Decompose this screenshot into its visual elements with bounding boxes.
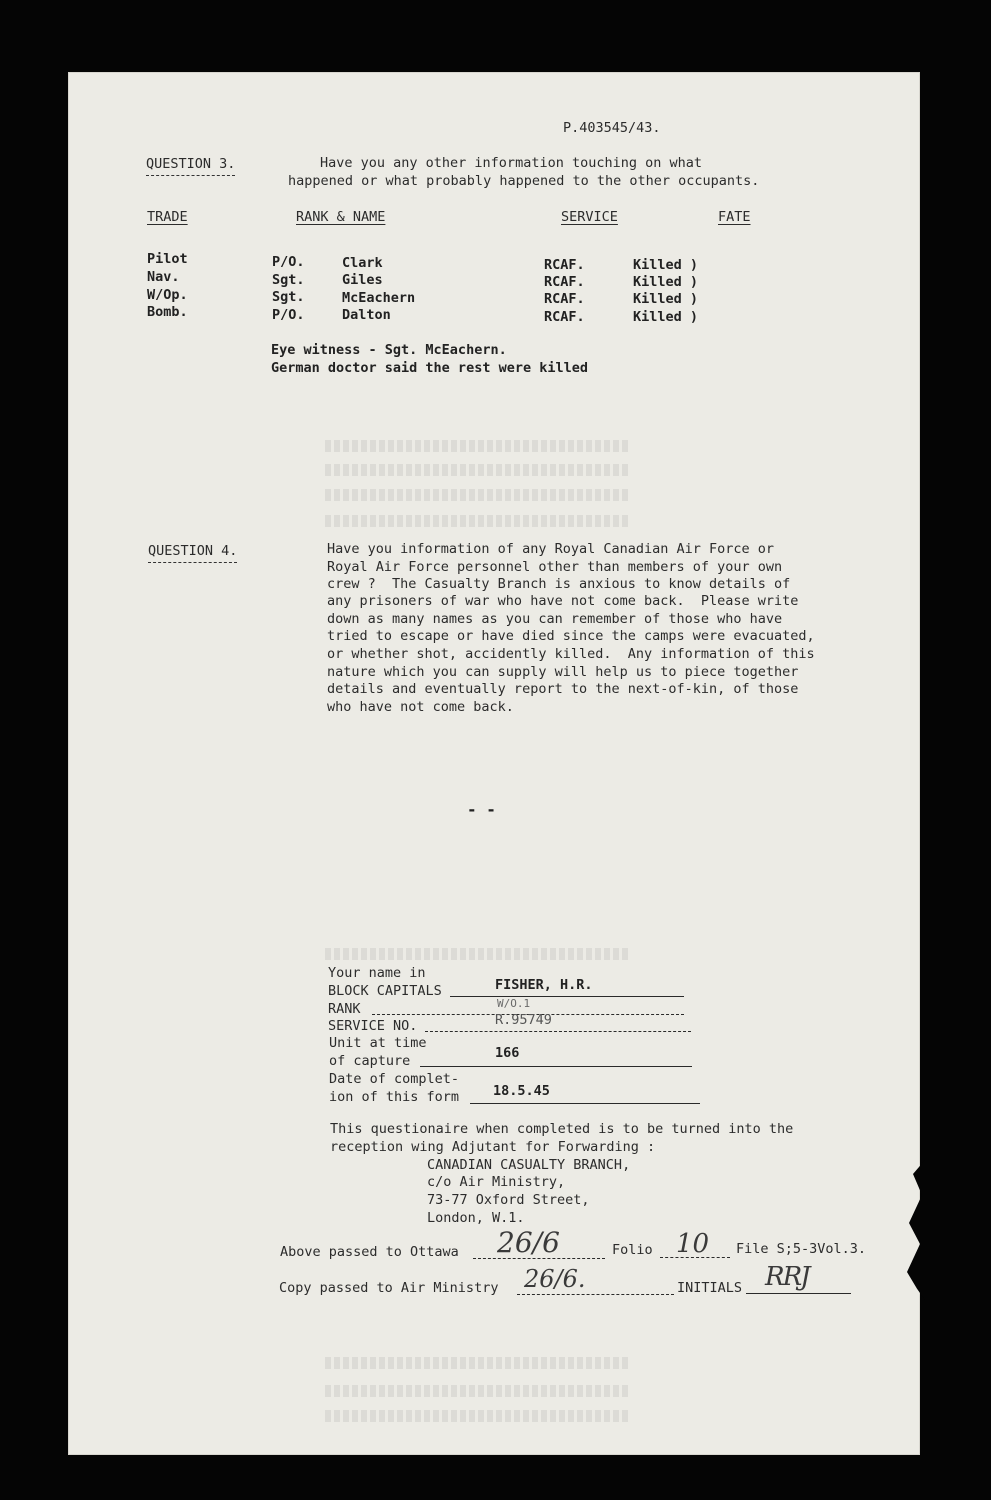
instructions-line2: reception wing Adjutant for Forwarding : <box>330 1139 656 1155</box>
initials-field-line <box>746 1293 851 1294</box>
air-ministry-label: Copy passed to Air Ministry <box>279 1280 499 1296</box>
crew-name: Dalton <box>342 307 391 323</box>
question-4-line: down as many names as you can remember of those who have <box>327 611 783 627</box>
name-value: FISHER, H.R. <box>495 977 593 993</box>
name-label-line2: BLOCK CAPITALS <box>328 983 442 999</box>
bleed-through-mark <box>325 515 630 527</box>
address-line: 73-77 Oxford Street, <box>427 1192 590 1208</box>
bleed-through-mark <box>325 440 630 452</box>
header-service: SERVICE <box>561 209 618 225</box>
crew-fate: Killed ) <box>633 291 699 307</box>
question-3-text-line2: happened or what probably happened to the other occupants. <box>288 173 760 189</box>
name-label-line1: Your name in <box>328 965 426 981</box>
dash-mark: - - <box>467 800 496 819</box>
unit-label-line1: Unit at time <box>329 1035 427 1051</box>
folio-number-handwritten: 10 <box>676 1229 710 1259</box>
question-4-line: nature which you can supply will help us to piece together <box>327 664 799 680</box>
date-value: 18.5.45 <box>493 1083 550 1099</box>
initials-signature: RRJ <box>765 1262 809 1292</box>
crew-trade: Pilot <box>147 251 188 267</box>
file-reference: P.403545/43. <box>563 120 661 136</box>
crew-service: RCAF. <box>544 291 585 307</box>
bleed-through-mark <box>325 1410 630 1422</box>
crew-rank: Sgt. <box>272 289 305 305</box>
crew-fate: Killed ) <box>633 274 699 290</box>
crew-rank: P/O. <box>272 307 305 323</box>
service-number-field-line <box>425 1031 691 1032</box>
crew-service: RCAF. <box>544 257 585 273</box>
crew-fate: Killed ) <box>633 257 699 273</box>
address-line: London, W.1. <box>427 1210 525 1226</box>
question-4-line: Have you information of any Royal Canadian Air Force or <box>327 541 775 557</box>
bleed-through-mark <box>325 948 630 960</box>
date-field-line <box>470 1103 700 1104</box>
question-4-line: any prisoners of war who have not come back. Please write <box>327 593 799 609</box>
folio-label: Folio <box>612 1242 653 1258</box>
file-reference-footer: File S;5-3Vol.3. <box>736 1241 867 1257</box>
crew-trade: W/Op. <box>147 287 188 303</box>
header-trade: TRADE <box>147 209 188 225</box>
rank-label: RANK <box>328 1001 361 1017</box>
air-ministry-field-line <box>517 1294 674 1295</box>
question-4-line: details and eventually report to the next-of-kin, of those <box>327 681 799 697</box>
bleed-through-mark <box>325 489 630 501</box>
question-3-text-line1: Have you any other information touching on what <box>320 155 703 171</box>
unit-value: 166 <box>495 1045 520 1061</box>
service-number-label: SERVICE NO. <box>328 1018 418 1034</box>
question-4-line: or whether shot, accidently killed. Any information of this <box>327 646 815 662</box>
header-fate: FATE <box>718 209 751 225</box>
unit-label-line2: of capture <box>329 1053 411 1069</box>
question-4-line: crew ? The Casualty Branch is anxious to know details of <box>327 576 791 592</box>
crew-trade: Nav. <box>147 269 180 285</box>
crew-rank: P/O. <box>272 254 305 270</box>
unit-field-line <box>420 1066 692 1067</box>
date-label-line1: Date of complet- <box>329 1071 460 1087</box>
crew-trade: Bomb. <box>147 304 188 320</box>
bleed-through-mark <box>325 1357 630 1369</box>
crew-service: RCAF. <box>544 274 585 290</box>
question-4-label: QUESTION 4. <box>148 543 237 563</box>
question-4-line: who have not come back. <box>327 699 514 715</box>
crew-name: McEachern <box>342 290 416 306</box>
eye-witness-note: Eye witness - Sgt. McEachern. <box>271 342 507 358</box>
ottawa-date-handwritten: 26/6 <box>497 1226 560 1259</box>
crew-name: Clark <box>342 255 383 271</box>
address-line: c/o Air Ministry, <box>427 1174 566 1190</box>
initials-label: INITIALS <box>677 1280 743 1296</box>
rank-value: W/O.1 <box>497 997 531 1010</box>
instructions-line1: This questionaire when completed is to be turned into the <box>330 1121 794 1137</box>
crew-name: Giles <box>342 272 383 288</box>
doctor-note: German doctor said the rest were killed <box>271 360 588 376</box>
air-ministry-date-handwritten: 26/6. <box>524 1265 586 1293</box>
header-rank-name: RANK & NAME <box>296 209 386 225</box>
question-3-label: QUESTION 3. <box>146 156 235 176</box>
address-line: CANADIAN CASUALTY BRANCH, <box>427 1157 631 1173</box>
crew-fate: Killed ) <box>633 309 699 325</box>
bleed-through-mark <box>325 1385 630 1397</box>
crew-rank: Sgt. <box>272 272 305 288</box>
ottawa-label: Above passed to Ottawa <box>280 1244 459 1260</box>
name-field-line <box>450 996 684 997</box>
crew-service: RCAF. <box>544 309 585 325</box>
bleed-through-mark <box>325 464 630 476</box>
service-number-value: R.95749 <box>495 1012 552 1028</box>
date-label-line2: ion of this form <box>329 1089 460 1105</box>
question-4-line: tried to escape or have died since the camps were evacuated, <box>327 628 815 644</box>
question-4-line: Royal Air Force personnel other than members of your own <box>327 559 783 575</box>
